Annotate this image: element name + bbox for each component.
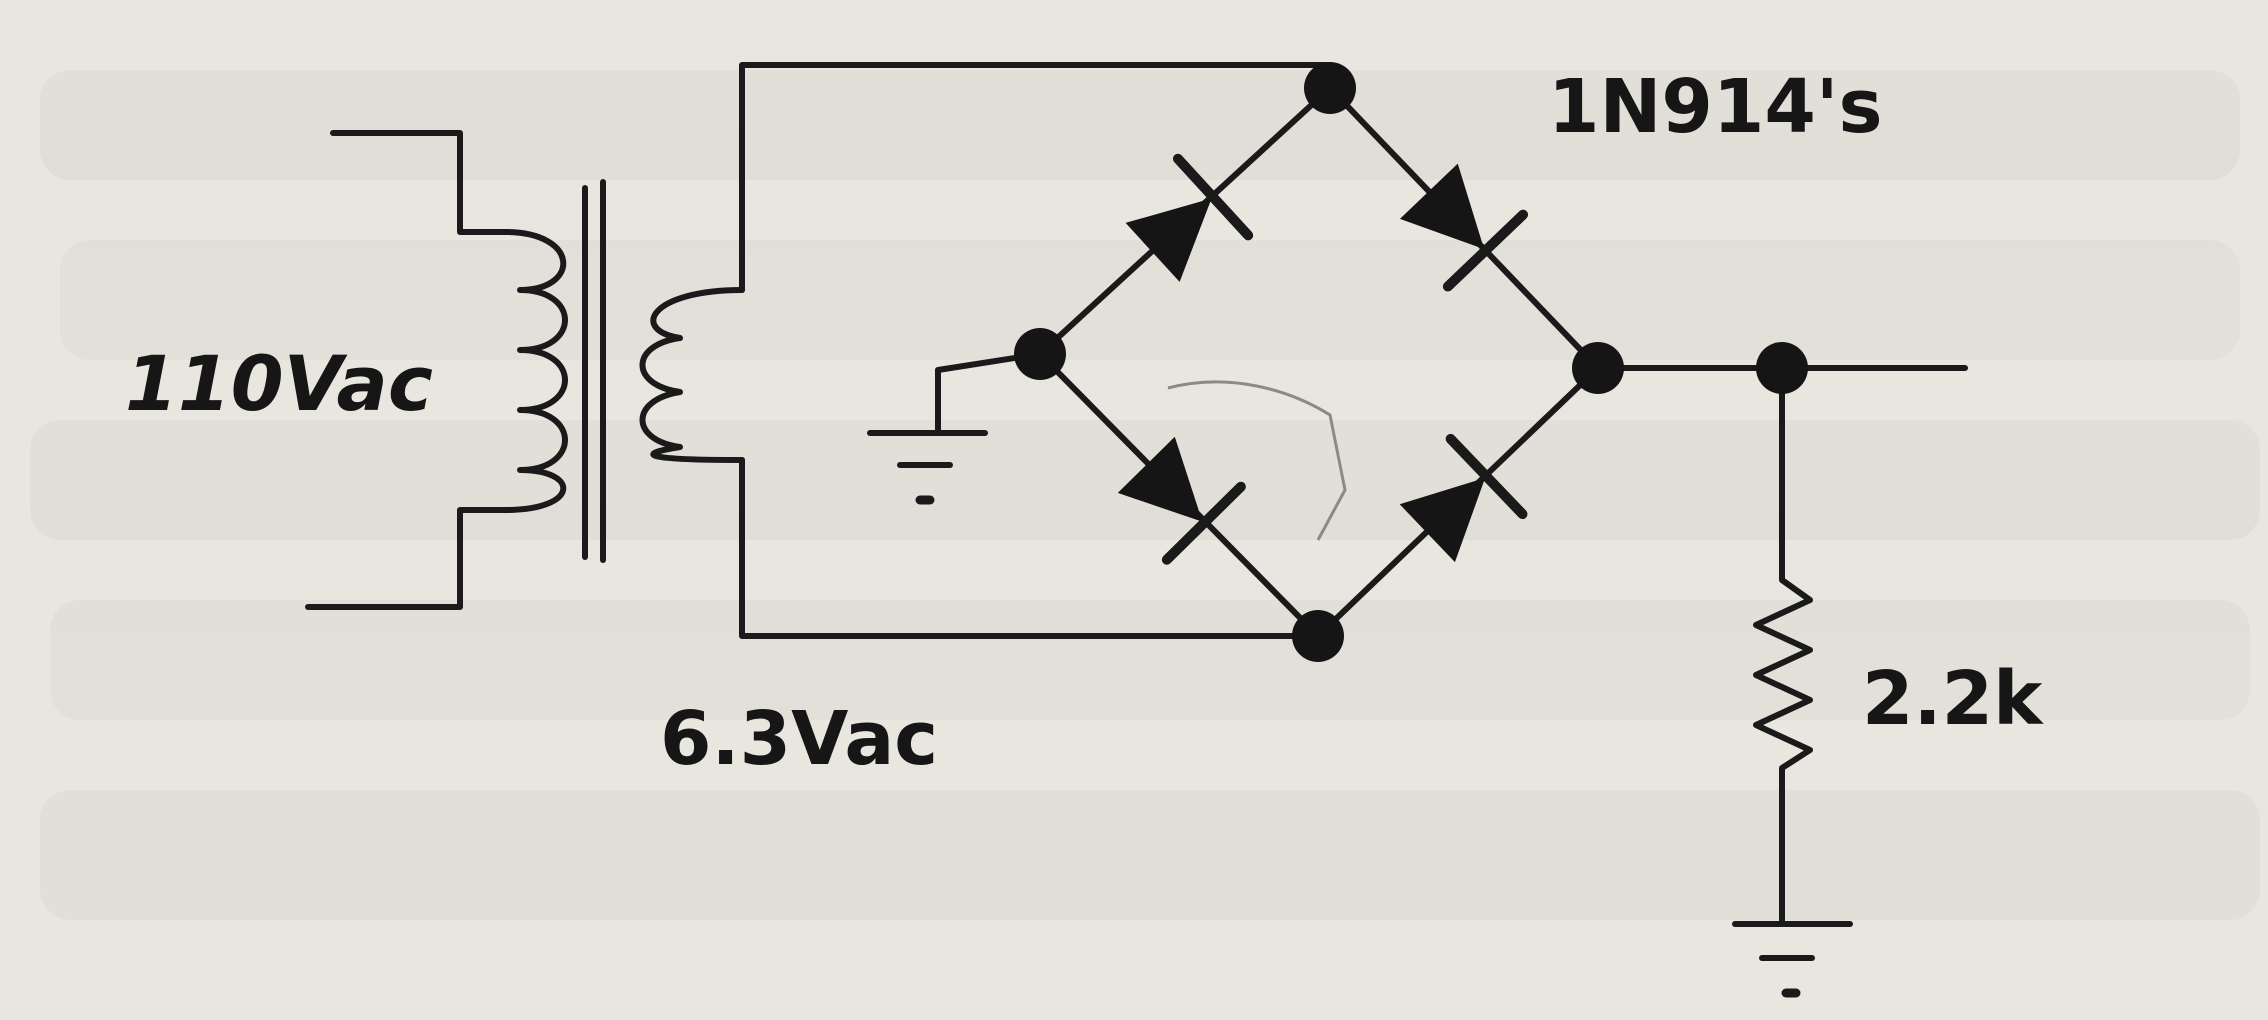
resistor-wire [1756,368,1810,924]
primary-coil [505,232,565,510]
ground-symbol-bridge [870,354,1040,500]
primary-wire-top [333,133,505,232]
junction-right [1572,342,1624,394]
resistor-value-label: 2.2k [1862,656,2043,742]
junction-top [1304,62,1356,114]
secondary-coil [643,290,743,460]
secondary-wire-top [742,65,1330,290]
secondary-voltage-label: 6.3Vac [660,696,939,782]
primary-voltage-label: 110Vac [125,339,433,428]
junction-left [1014,328,1066,380]
junction-output [1756,342,1808,394]
junction-bottom [1292,610,1344,662]
primary-wire-bottom [308,510,505,607]
diode-part-label: 1N914's [1548,64,1883,150]
ground-symbol-load [1735,924,1850,993]
